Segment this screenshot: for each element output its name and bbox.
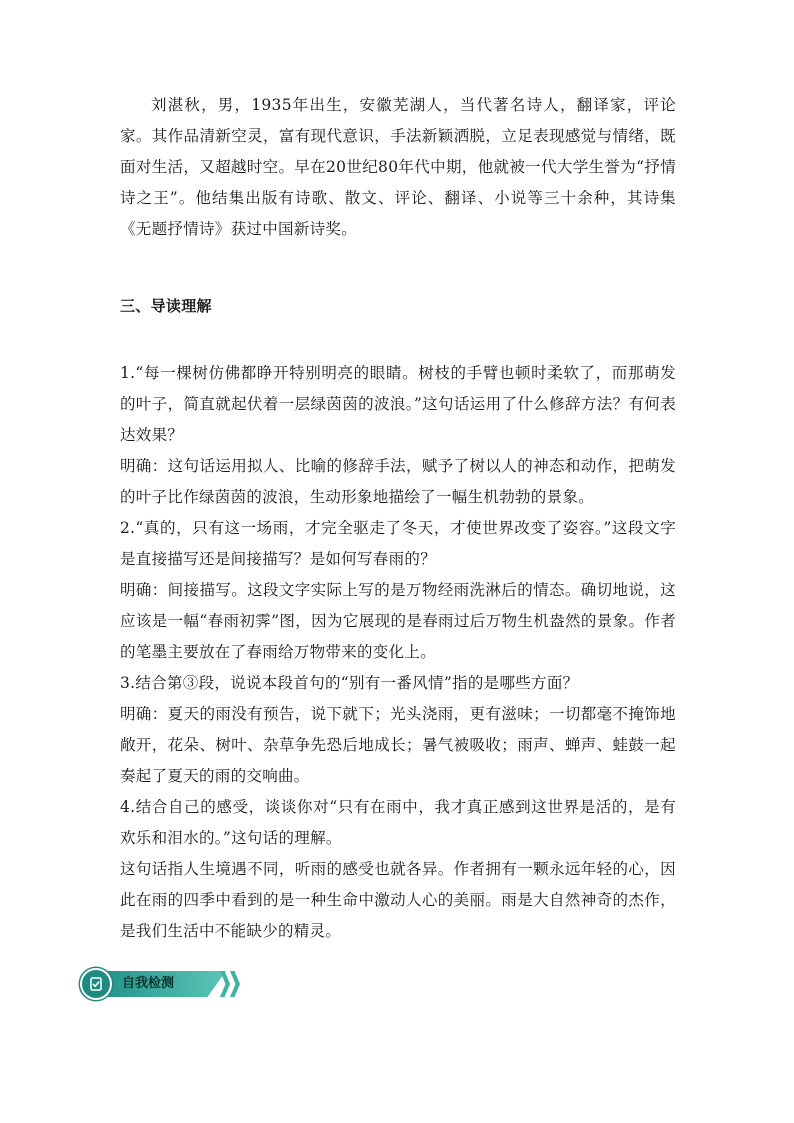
banner-label: 自我检测 xyxy=(122,976,175,991)
answer-3: 明确：夏天的雨没有预告，说下就下；光头浇雨，更有滋味；一切都毫不掩饰地敞开，花朵、树叶、杂草争先恐后地成长；暑气被吸收；雨声、蝉声、蛙鼓一起奏起了夏天的雨的交响曲。 xyxy=(120,705,676,785)
section-heading: 三、导读理解 xyxy=(120,297,212,315)
question-3: 3.结合第③段，说说本段首句的“别有一番风情”指的是哪些方面？ xyxy=(120,674,579,692)
self-check-banner xyxy=(80,968,245,1000)
answer-2: 明确：间接描写。这段文字实际上写的是万物经雨洗淋后的情态。确切地说，这应该是一幅“春雨初霁”图，因为它展现的是春雨过后万物生机盎然的景象。作者的笔墨主要放在了春雨给万物带来的变化上。 xyxy=(120,581,676,661)
qa-item-3 xyxy=(120,668,676,792)
question-2: 2.“真的，只有这一场雨，才完全驱走了冬天，才使世界改变了姿容。”这段文字是直接描写还是间接描写？是如何写春雨的？ xyxy=(120,519,676,568)
question-4: 4.结合自己的感受，谈谈你对“只有在雨中，我才真正感到这世界是活的，是有欢乐和泪水的。”这句话的理解。 xyxy=(120,798,676,847)
qa-item-1 xyxy=(120,358,676,513)
question-1: 1.“每一棵树仿佛都睁开特别明亮的眼睛。树枝的手臂也顿时柔软了，而那萌发的叶子，简直就起伏着一层绿茵茵的波浪。”这句话运用了什么修辞方法？有何表达效果？ xyxy=(120,364,676,444)
qa-item-4 xyxy=(120,792,676,947)
check-document-icon xyxy=(80,968,112,1000)
qa-item-2 xyxy=(120,513,676,668)
author-intro-paragraph: 刘湛秋，男，1935年出生，安徽芜湖人，当代著名诗人，翻译家，评论家。其作品清新空灵，富有现代意识，手法新颖洒脱，立足表现感觉与情绪，既面对生活，又超越时空。早在20世纪80年代中期，他就被一代大学生誉为“抒情诗之王”。他结集出版有诗歌、散文、评论、翻译、小说等三十余种，其诗集《无题抒情诗》获过中国新诗奖。 xyxy=(120,96,676,238)
document-body xyxy=(120,90,676,947)
banner-chevron-2 xyxy=(230,971,240,997)
answer-4: 这句话指人生境遇不同，听雨的感受也就各异。作者拥有一颗永远年轻的心，因此在雨的四季中看到的是一种生命中激动人心的美丽。雨是大自然神奇的杰作，是我们生活中不能缺少的精灵。 xyxy=(120,860,676,940)
answer-1: 明确：这句话运用拟人、比喻的修辞手法，赋予了树以人的神态和动作，把萌发的叶子比作绿茵茵的波浪，生动形象地描绘了一幅生机勃勃的景象。 xyxy=(120,457,676,506)
